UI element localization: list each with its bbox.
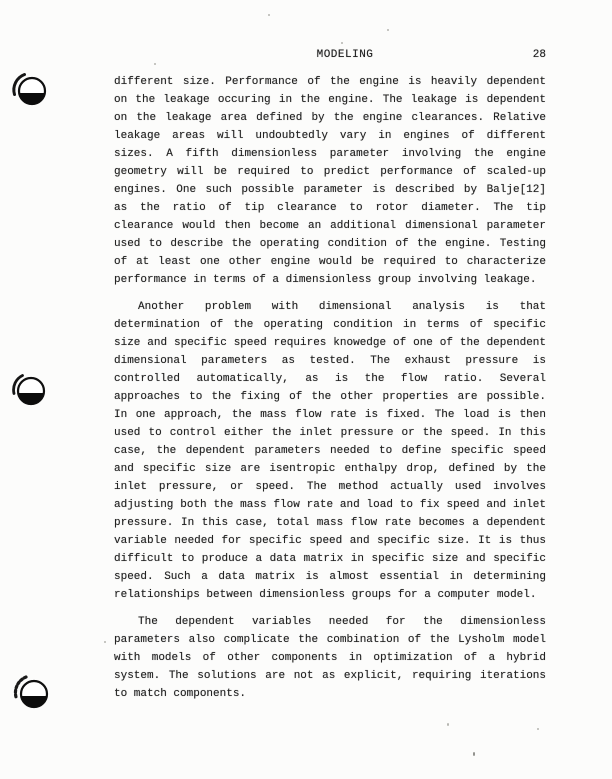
text-line: on the leakage occuring in the engine. The leakage is dependent: [114, 94, 546, 106]
text-line: inlet pressure, or speed. The method actually used involves: [114, 481, 546, 493]
text-line: Another problem with dimensional analysis is that: [138, 301, 546, 313]
text-line: variable needed for specific speed and specific size. It is thus: [114, 535, 546, 547]
scan-speck: [104, 641, 106, 643]
text-line: of at least one other engine would be required to characterize: [114, 256, 546, 268]
text-line: performance in terms of a dimensionless group involving leakage.: [114, 274, 537, 286]
text-line: sizes. A fifth dimensionless parameter involving the engine: [114, 148, 546, 160]
text-line: adjusting both the mass flow rate and load to fix speed and inlet: [114, 499, 546, 511]
text-line: engines. One such possible parameter is described by Balje[12]: [114, 184, 546, 196]
text-line: different size. Performance of the engine is heavily dependent: [114, 76, 546, 88]
text-line: as the ratio of tip clearance to rotor diameter. The tip: [114, 202, 546, 214]
text-line: determination of the operating condition in terms of specific: [114, 319, 546, 331]
page-body: [114, 73, 546, 712]
text-line: used to control either the inlet pressure or the speed. In this: [114, 427, 546, 439]
text-line: geometry will be required to predict performance of scaled-up: [114, 166, 546, 178]
hole-punch-icon: [11, 71, 51, 113]
page-header: [114, 48, 546, 64]
text-line: In one approach, the mass flow rate is fixed. The load is then: [114, 409, 546, 421]
scan-speck: [473, 752, 475, 756]
chapter-title: MODELING: [316, 49, 374, 61]
paragraph: [114, 613, 546, 703]
text-line: difficult to produce a data matrix in specific size and specific: [114, 553, 546, 565]
text-line: The dependent variables needed for the dimensionless: [138, 616, 546, 628]
text-line: relationships between dimensionless groups for a computer model.: [114, 589, 537, 601]
paragraph: [114, 298, 546, 604]
text-line: case, the dependent parameters needed to define specific speed: [114, 445, 546, 457]
scan-speck: [537, 728, 539, 730]
text-line: size and specific speed requires knowedge of one of the dependent: [114, 337, 546, 349]
scan-speck: [154, 63, 156, 65]
text-line: dimensional parameters as tested. The exhaust pressure is: [114, 355, 546, 367]
text-line: pressure. In this case, total mass flow rate becomes a dependent: [114, 517, 546, 529]
text-line: on the leakage area defined by the engine clearances. Relative: [114, 112, 546, 124]
page-number: 28: [532, 49, 546, 61]
scan-speck: [341, 42, 343, 44]
text-line: clearance would then become an additional dimensional parameter: [114, 220, 546, 232]
scan-speck: [268, 14, 270, 16]
text-line: system. The solutions are not as explicit, requiring iterations: [114, 670, 546, 682]
text-line: approaches to the fixing of the other properties are possible.: [114, 391, 546, 403]
scan-speck: [387, 29, 389, 31]
hole-punch-icon: [10, 371, 50, 413]
paragraph: [114, 73, 546, 289]
scan-speck: [447, 723, 449, 726]
text-line: controlled automatically, as is the flow ratio. Several: [114, 373, 546, 385]
text-line: and specific size are isentropic enthalpy drop, defined by the: [114, 463, 546, 475]
text-line: with models of other components in optimization of a hybrid: [114, 652, 546, 664]
hole-punch-icon: [13, 674, 53, 716]
text-line: to match components.: [114, 688, 247, 700]
text-line: parameters also complicate the combination of the Lysholm model: [114, 634, 546, 646]
text-line: leakage areas will undoubtedly vary in engines of different: [114, 130, 546, 142]
text-line: speed. Such a data matrix is almost essential in determining: [114, 571, 546, 583]
text-line: used to describe the operating condition of the engine. Testing: [114, 238, 546, 250]
